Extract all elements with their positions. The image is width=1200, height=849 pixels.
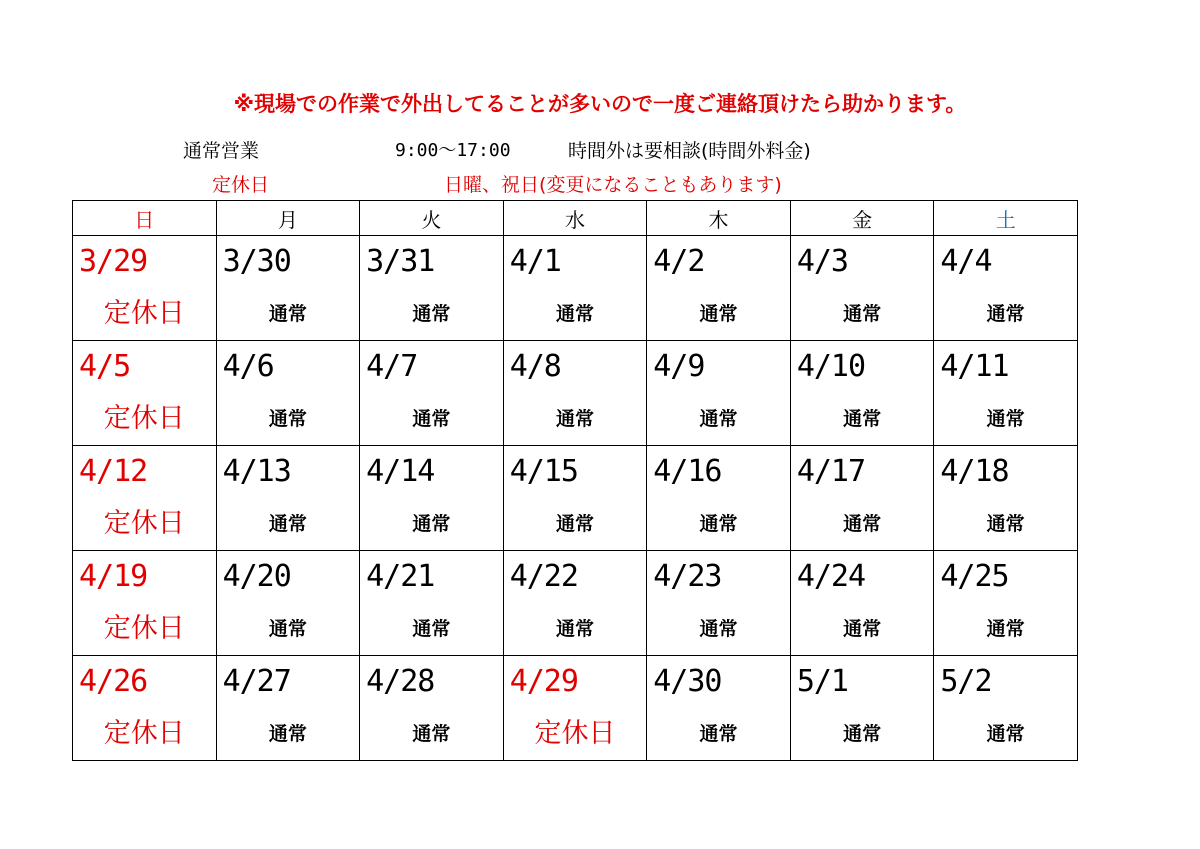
day-date: 4/28 xyxy=(366,664,435,699)
weekday-header-row xyxy=(73,201,1078,236)
day-date: 5/1 xyxy=(796,664,848,699)
calendar-day-cell xyxy=(73,551,217,656)
day-date: 4/7 xyxy=(366,349,418,384)
day-status-closed: 定休日 xyxy=(534,718,616,749)
day-date: 4/18 xyxy=(940,454,1009,489)
weekday-header-sat: 土 xyxy=(934,201,1078,236)
business-hours-label: 通常営業 xyxy=(183,140,260,162)
weekday-header-thu: 木 xyxy=(647,201,791,236)
calendar-day-cell xyxy=(216,341,360,446)
day-date: 4/25 xyxy=(940,559,1009,594)
calendar-day-cell xyxy=(934,236,1078,341)
day-date: 4/21 xyxy=(366,559,435,594)
calendar-day-cell xyxy=(73,236,217,341)
day-status-closed: 定休日 xyxy=(103,298,185,329)
day-date: 4/5 xyxy=(79,349,131,384)
calendar-day-cell xyxy=(647,236,791,341)
day-status-normal: 通常 xyxy=(843,723,882,745)
day-status-closed: 定休日 xyxy=(103,403,185,434)
day-date: 4/29 xyxy=(509,664,578,699)
day-date: 4/8 xyxy=(509,349,561,384)
day-date: 4/19 xyxy=(79,559,148,594)
day-status-normal: 通常 xyxy=(268,408,307,430)
day-status-normal: 通常 xyxy=(555,513,594,535)
weekday-header-mon: 月 xyxy=(216,201,360,236)
calendar-day-cell xyxy=(934,446,1078,551)
day-status-normal: 通常 xyxy=(412,513,451,535)
calendar-day-cell xyxy=(790,656,934,761)
calendar-week-row xyxy=(73,656,1078,761)
day-status-normal: 通常 xyxy=(268,513,307,535)
day-date: 4/9 xyxy=(653,349,705,384)
weekday-header-tue: 火 xyxy=(360,201,504,236)
day-date: 4/1 xyxy=(509,244,561,279)
calendar-day-cell xyxy=(503,341,647,446)
calendar-day-cell xyxy=(503,236,647,341)
day-status-normal: 通常 xyxy=(699,723,738,745)
calendar-day-cell xyxy=(790,551,934,656)
day-date: 4/20 xyxy=(222,559,291,594)
day-status-normal: 通常 xyxy=(699,618,738,640)
weekday-header-fri: 金 xyxy=(790,201,934,236)
day-status-normal: 通常 xyxy=(843,408,882,430)
closed-days-value: 日曜、祝日(変更になることもあります) xyxy=(444,174,782,196)
day-status-closed: 定休日 xyxy=(103,508,185,539)
day-status-closed: 定休日 xyxy=(103,718,185,749)
day-status-normal: 通常 xyxy=(986,723,1025,745)
business-hours-row xyxy=(0,136,1200,166)
day-status-normal: 通常 xyxy=(986,513,1025,535)
calendar-week-row xyxy=(73,236,1078,341)
calendar-day-cell xyxy=(73,341,217,446)
day-date: 4/2 xyxy=(653,244,705,279)
day-date: 4/23 xyxy=(653,559,722,594)
calendar-table xyxy=(72,200,1078,761)
day-status-closed: 定休日 xyxy=(103,613,185,644)
day-date: 4/10 xyxy=(796,349,866,384)
day-status-normal: 通常 xyxy=(986,408,1025,430)
day-status-normal: 通常 xyxy=(412,618,451,640)
day-status-normal: 通常 xyxy=(843,618,882,640)
day-status-normal: 通常 xyxy=(986,303,1025,325)
day-status-normal: 通常 xyxy=(412,303,451,325)
business-hours-note: 時間外は要相談(時間外料金) xyxy=(568,140,811,162)
calendar-day-cell xyxy=(790,341,934,446)
calendar-day-cell xyxy=(360,236,504,341)
day-status-normal: 通常 xyxy=(412,723,451,745)
calendar-day-cell xyxy=(360,551,504,656)
closed-days-row xyxy=(0,170,1200,200)
day-date: 4/17 xyxy=(796,454,866,489)
day-date: 4/14 xyxy=(366,454,435,489)
day-date: 4/26 xyxy=(79,664,148,699)
day-date: 4/11 xyxy=(940,349,1009,384)
calendar-day-cell xyxy=(73,446,217,551)
day-date: 3/31 xyxy=(366,244,435,279)
day-date: 4/6 xyxy=(222,349,274,384)
weekday-header-wed: 水 xyxy=(503,201,647,236)
calendar-day-cell xyxy=(360,446,504,551)
calendar-day-cell xyxy=(216,446,360,551)
day-status-normal: 通常 xyxy=(555,408,594,430)
day-date: 4/30 xyxy=(653,664,722,699)
calendar-day-cell xyxy=(647,551,791,656)
day-date: 3/30 xyxy=(222,244,291,279)
day-status-normal: 通常 xyxy=(555,303,594,325)
day-status-normal: 通常 xyxy=(412,408,451,430)
day-date: 4/24 xyxy=(796,559,866,594)
day-date: 3/29 xyxy=(79,244,148,279)
day-date: 4/13 xyxy=(222,454,291,489)
calendar-day-cell xyxy=(790,446,934,551)
day-status-normal: 通常 xyxy=(843,513,882,535)
day-status-normal: 通常 xyxy=(268,723,307,745)
day-date: 4/16 xyxy=(653,454,722,489)
weekday-header-sun: 日 xyxy=(73,201,217,236)
calendar-day-cell xyxy=(790,236,934,341)
calendar-day-cell xyxy=(503,551,647,656)
day-status-normal: 通常 xyxy=(699,303,738,325)
calendar-week-row xyxy=(73,446,1078,551)
calendar-day-cell xyxy=(216,551,360,656)
calendar-day-cell xyxy=(934,656,1078,761)
business-hours-value: 9:00〜17:00 xyxy=(395,140,511,161)
calendar-day-cell xyxy=(647,341,791,446)
day-date: 4/27 xyxy=(222,664,291,699)
calendar-week-row xyxy=(73,551,1078,656)
calendar-day-cell xyxy=(216,236,360,341)
day-status-normal: 通常 xyxy=(268,618,307,640)
day-status-normal: 通常 xyxy=(843,303,882,325)
calendar-day-cell xyxy=(647,656,791,761)
calendar-day-cell xyxy=(360,656,504,761)
day-date: 4/15 xyxy=(509,454,578,489)
calendar-day-cell xyxy=(360,341,504,446)
calendar-day-cell xyxy=(503,446,647,551)
day-status-normal: 通常 xyxy=(555,618,594,640)
day-status-normal: 通常 xyxy=(986,618,1025,640)
calendar-day-cell xyxy=(934,551,1078,656)
day-date: 4/4 xyxy=(940,244,992,279)
calendar-day-cell xyxy=(216,656,360,761)
day-date: 4/3 xyxy=(796,244,848,279)
calendar-day-cell xyxy=(647,446,791,551)
calendar-day-cell xyxy=(503,656,647,761)
day-status-normal: 通常 xyxy=(699,408,738,430)
notice-text: ※現場での作業で外出してることが多いので一度ご連絡頂けたら助かります。 xyxy=(233,92,967,116)
day-status-normal: 通常 xyxy=(268,303,307,325)
day-date: 4/22 xyxy=(509,559,578,594)
calendar-week-row xyxy=(73,341,1078,446)
day-status-normal: 通常 xyxy=(699,513,738,535)
closed-days-label: 定休日 xyxy=(212,174,270,196)
day-date: 4/12 xyxy=(79,454,148,489)
calendar-day-cell xyxy=(73,656,217,761)
calendar-day-cell xyxy=(934,341,1078,446)
calendar-body xyxy=(73,236,1078,761)
day-date: 5/2 xyxy=(940,664,992,699)
